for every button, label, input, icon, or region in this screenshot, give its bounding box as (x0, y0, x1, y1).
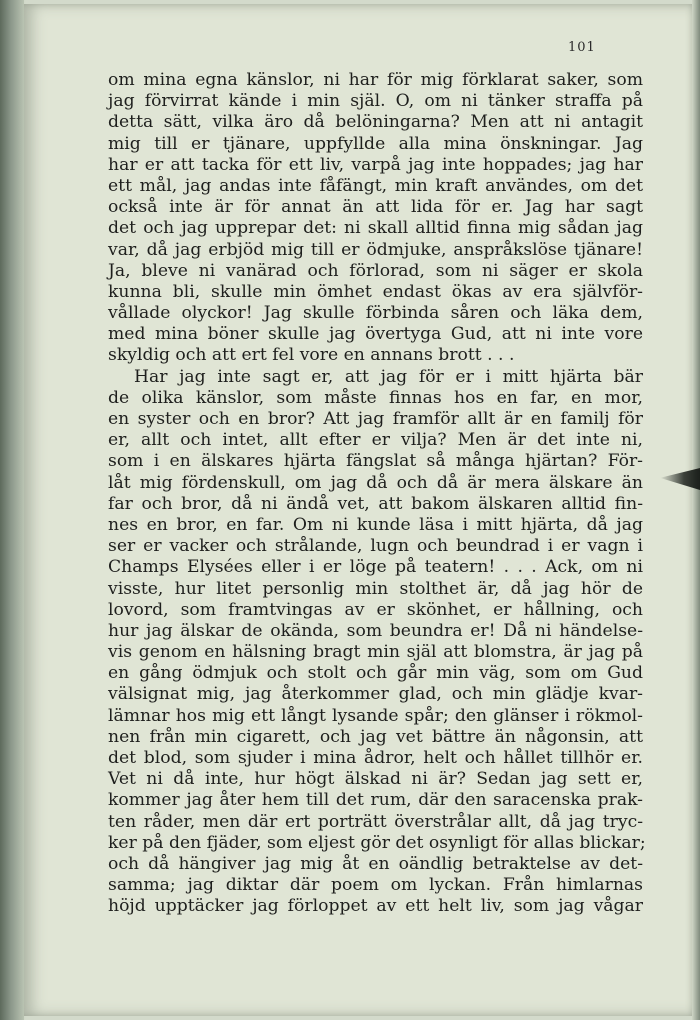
text-line: samma; jag diktar där poem om lyckan. Från himlarnas (108, 875, 643, 896)
text-line: ett mål, jag andas inte fåfängt, min kraft användes, om det (108, 175, 643, 196)
text-line: Ja, bleve ni vanärad och förlorad, som ni säger er skola (108, 260, 643, 281)
text-line: nen från min cigarett, och jag vet bättre än någonsin, att (108, 726, 643, 747)
text-line: vis genom en hälsning bragt min själ att blomstra, är jag på (108, 642, 643, 663)
text-line: jag förvirrat kände i min själ. O, om ni tänker straffa på (108, 91, 643, 112)
page-edge (692, 0, 700, 1020)
text-line: de olika känslor, som måste finnas hos en far, en mor, (108, 387, 643, 408)
book-page (24, 4, 694, 1016)
text-line: en syster och en bror? Att jag framför allt är en familj för (108, 409, 643, 429)
text-line: kommer jag åter hem till det rum, där den saracenska prak- (108, 790, 643, 811)
text-line: om mina egna känslor, ni har för mig förklarat saker, som (108, 70, 643, 90)
text-line: detta sätt, vilka äro då belöningarna? Men att ni antagit (108, 112, 643, 133)
text-line: far och bror, då ni ändå vet, att bakom älskaren alltid fin- (108, 493, 643, 514)
text-line: låt mig fördenskull, om jag då och då är mera älskare än (108, 472, 643, 493)
text-line: hur jag älskar de okända, som beundra er! Då ni händelse- (108, 620, 643, 641)
text-line: välsignat mig, jag återkommer glad, och min glädje kvar- (108, 684, 643, 705)
book-binding (0, 0, 24, 1020)
body-text (108, 70, 646, 918)
text-line: det och jag upprepar det: ni skall alltid finna mig sådan jag (108, 218, 643, 239)
text-line: har er att tacka för ett liv, varpå jag inte hoppades; jag har (108, 154, 643, 175)
text-line: lovord, som framtvingas av er skönhet, er hållning, och (108, 599, 643, 620)
text-line: mig till er tjänare, uppfyllde alla mina önskningar. Jag (108, 133, 643, 154)
text-line: en gång ödmjuk och stolt och går min väg, som om Gud (108, 663, 643, 684)
text-line: skyldig och att ert fel vore en annans brott . . . (108, 345, 515, 366)
text-line: Vet ni då inte, hur högt älskad ni är? Sedan jag sett er, (108, 769, 643, 790)
text-line: visste, hur litet personlig min stolthet är, då jag hör de (108, 578, 643, 599)
text-line: höjd upptäcker jag förloppet av ett helt liv, som jag vågar (108, 896, 643, 917)
text-line: var, då jag erbjöd mig till er ödmjuke, anspråkslöse tjänare! (108, 239, 643, 260)
text-line: ser er vacker och strålande, lugn och beundrad i er vagn i (108, 536, 643, 557)
text-line: ten råder, men där ert porträtt överstrålar allt, då jag tryc- (108, 811, 643, 832)
text-line: som i en älskares hjärta fängslat så många hjärtan? För- (108, 451, 643, 472)
text-line: och då hängiver jag mig åt en oändlig betraktelse av det- (108, 853, 643, 874)
text-line: det blod, som sjuder i mina ådror, helt och hållet tillhör er. (108, 748, 643, 768)
text-line: kunna bli, skulle min ömhet endast ökas av era självför- (108, 281, 643, 302)
text-line: Har jag inte sagt er, att jag för er i mitt hjärta bär (134, 366, 643, 387)
text-line: Champs Elysées eller i er löge på teatern! . . . Ack, om ni (108, 557, 643, 578)
text-line: vållade olyckor! Jag skulle förbinda såren och läka dem, (108, 303, 643, 324)
text-line: också inte är för annat än att lida för er. Jag har sagt (108, 197, 643, 218)
text-line: nes en bror, en far. Om ni kunde läsa i mitt hjärta, då jag (108, 514, 643, 535)
text-line: lämnar hos mig ett långt lysande spår; den glänser i rökmol- (108, 705, 643, 726)
page-number: 101 (568, 40, 596, 55)
text-line: med mina böner skulle jag övertyga Gud, att ni inte vore (108, 324, 643, 345)
text-line: ker på den fjäder, som eljest gör det osynligt för allas blickar; (108, 832, 646, 853)
text-line: er, allt och intet, allt efter er vilja? Men är det inte ni, (108, 430, 643, 451)
